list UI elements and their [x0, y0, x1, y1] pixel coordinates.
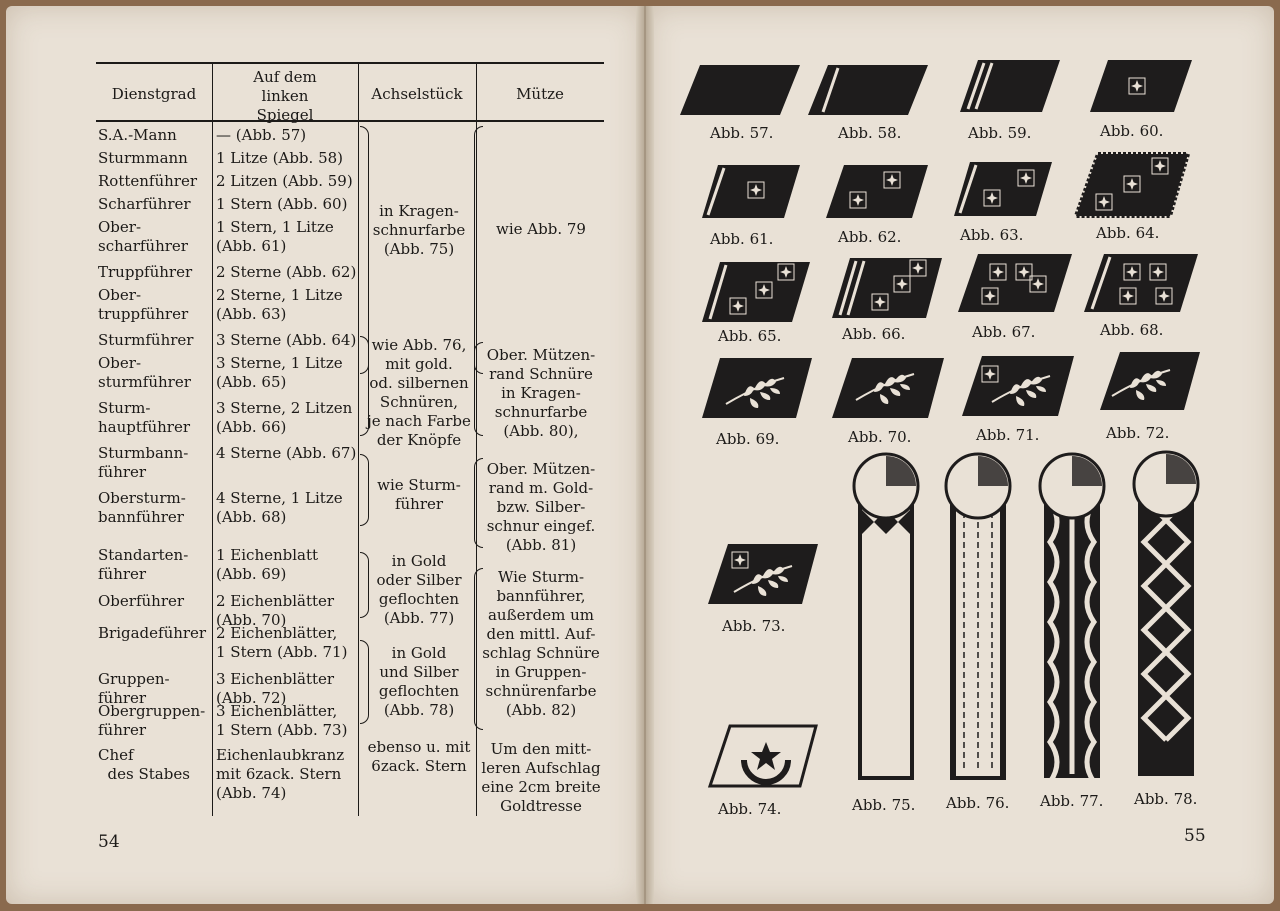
caption-abb-72: Abb. 72.: [1106, 424, 1170, 442]
rank-cell: Sturmmann: [98, 149, 188, 167]
abb-72-three-oak-leaves-patch: [1100, 352, 1200, 410]
page-number-right: 55: [1184, 826, 1206, 846]
rank-cell: Scharführer: [98, 195, 191, 213]
abb-60-one-star-patch: [1090, 60, 1192, 112]
caption-abb-77: Abb. 77.: [1040, 792, 1104, 810]
mirror-cell: 2 Sterne (Abb. 62): [216, 263, 357, 281]
abb-58-one-stripe-patch: [808, 65, 928, 115]
caption-abb-64: Abb. 64.: [1096, 224, 1160, 242]
mirror-cell: 2 Eichenblätter, 1 Stern (Abb. 71): [216, 624, 348, 661]
abb-64-three-star-corded-patch: [1076, 154, 1188, 216]
caption-abb-65: Abb. 65.: [718, 327, 782, 345]
caption-abb-70: Abb. 70.: [848, 428, 912, 446]
shoulder-cell: wie Sturm- führer: [377, 476, 461, 513]
table-header-rule: [96, 120, 604, 122]
rank-cell: S.A.-Mann: [98, 126, 177, 144]
rank-cell: Chef des Stabes: [98, 746, 190, 783]
shoulder-cell: in Kragen- schnurfarbe (Abb. 75): [372, 202, 466, 258]
abb-73-oak-leaves-star-patch: [708, 544, 818, 604]
book-gutter: [636, 6, 654, 904]
abb-62-two-star-patch: [826, 165, 928, 218]
cap-cell: Ober. Mützen- rand m. Gold- bzw. Silber- schnur eingef. (Abb. 81): [486, 460, 596, 554]
header-shoulder: Achselstück: [371, 84, 463, 103]
caption-abb-68: Abb. 68.: [1100, 321, 1164, 339]
group-brace: [474, 458, 483, 548]
mirror-cell: 3 Eichenblätter (Abb. 72): [216, 670, 335, 707]
header-cap: Mütze: [516, 84, 564, 103]
abb-69-oak-leaf-patch: [702, 358, 812, 418]
mirror-cell: 3 Sterne, 2 Litzen (Abb. 66): [216, 399, 353, 436]
caption-abb-62: Abb. 62.: [838, 228, 902, 246]
abb-71-oak-leaves-star-patch: [962, 356, 1074, 416]
group-brace: [474, 342, 483, 436]
mirror-cell: 3 Eichenblätter, 1 Stern (Abb. 73): [216, 702, 348, 739]
caption-abb-74: Abb. 74.: [718, 800, 782, 818]
rank-cell: Truppführer: [98, 263, 193, 281]
shoulder-cell: ebenso u. mit 6zack. Stern: [367, 738, 471, 775]
caption-abb-76: Abb. 76.: [946, 794, 1010, 812]
cap-cell: Wie Sturm- bannführer, außerdem um den mittl. Auf- schlag Schnüre in Gruppen- schnürenfarbe (Abb. 82): [482, 568, 600, 719]
header-mirror-text: Auf dem linken Spiegel: [253, 68, 317, 124]
rank-cell: Sturmbann- führer: [98, 444, 189, 481]
group-brace: [360, 640, 369, 724]
shoulder-cell: in Gold oder Silber geflochten (Abb. 77): [376, 552, 462, 627]
rank-cell: Standarten- führer: [98, 546, 189, 583]
mirror-cell: 1 Eichenblatt (Abb. 69): [216, 546, 319, 583]
caption-abb-57: Abb. 57.: [710, 124, 774, 142]
caption-abb-59: Abb. 59.: [968, 124, 1032, 142]
column-divider: [212, 62, 213, 816]
abb-65-three-star-stripe-patch: [702, 262, 810, 322]
group-brace: [360, 336, 369, 436]
rank-cell: Ober- sturmführer: [98, 354, 191, 391]
abb-59-two-stripe-patch: [960, 60, 1060, 112]
caption-abb-71: Abb. 71.: [976, 426, 1040, 444]
caption-abb-66: Abb. 66.: [842, 325, 906, 343]
caption-abb-78: Abb. 78.: [1134, 790, 1198, 808]
rank-cell: Ober- scharführer: [98, 218, 188, 255]
cap-cell: Um den mitt- leren Aufschlag eine 2cm breite Goldtresse: [481, 740, 601, 815]
abb-57-plain-patch: [680, 65, 800, 115]
rank-cell: Ober- truppführer: [98, 286, 189, 323]
mirror-cell: — (Abb. 57): [216, 126, 307, 144]
abb-66-three-star-two-stripe-patch: [832, 258, 942, 318]
rank-cell: Sturm- hauptführer: [98, 399, 190, 436]
caption-abb-73: Abb. 73.: [722, 617, 786, 635]
abb-74-wreath-star-patch: [710, 726, 816, 786]
group-brace: [474, 126, 483, 374]
abb-76-shoulder-strap: [946, 454, 1010, 780]
cap-cell: Ober. Mützen- rand Schnüre in Kragen- schnurfarbe (Abb. 80),: [486, 346, 596, 440]
abb-63-two-star-stripe-patch: [954, 162, 1052, 216]
rank-cell: Brigadeführer: [98, 624, 207, 642]
mirror-cell: 4 Sterne, 1 Litze (Abb. 68): [216, 489, 343, 526]
rank-cell: Oberführer: [98, 592, 185, 610]
table-top-rule: [96, 62, 604, 64]
page-number-left: 54: [98, 832, 120, 852]
header-mirror: [212, 68, 358, 124]
abb-75-shoulder-strap: [854, 454, 918, 780]
rank-cell: Rottenführer: [98, 172, 198, 190]
column-divider: [358, 62, 359, 816]
abb-68-four-star-stripe-patch: [1084, 254, 1198, 312]
abb-78-shoulder-strap: [1134, 452, 1198, 776]
mirror-cell: 3 Sterne (Abb. 64): [216, 331, 357, 349]
abb-67-four-star-patch: [958, 254, 1072, 312]
group-brace: [360, 454, 369, 526]
rank-cell: Obergruppen- führer: [98, 702, 206, 739]
group-brace: [474, 568, 483, 730]
caption-abb-61: Abb. 61.: [710, 230, 774, 248]
group-brace: [360, 552, 369, 618]
caption-abb-75: Abb. 75.: [852, 796, 916, 814]
caption-abb-58: Abb. 58.: [838, 124, 902, 142]
mirror-cell: 2 Litzen (Abb. 59): [216, 172, 353, 190]
mirror-cell: 2 Sterne, 1 Litze (Abb. 63): [216, 286, 343, 323]
rank-cell: Sturmführer: [98, 331, 194, 349]
mirror-cell: 4 Sterne (Abb. 67): [216, 444, 357, 462]
mirror-cell: 2 Eichenblätter (Abb. 70): [216, 592, 335, 629]
shoulder-cell: wie Abb. 76, mit gold. od. silbernen Schnüren, je nach Farbe der Knöpfe: [367, 336, 471, 449]
header-rank: Dienstgrad: [111, 84, 197, 103]
rank-cell: Obersturm- bannführer: [98, 489, 186, 526]
rank-cell: Gruppen- führer: [98, 670, 170, 707]
mirror-cell: 1 Stern, 1 Litze (Abb. 61): [216, 218, 334, 255]
mirror-cell: 1 Stern (Abb. 60): [216, 195, 348, 213]
abb-77-shoulder-strap: [1040, 454, 1104, 782]
abb-70-two-oak-leaves-patch: [832, 358, 944, 418]
mirror-cell: 1 Litze (Abb. 58): [216, 149, 344, 167]
shoulder-cell: in Gold und Silber geflochten (Abb. 78): [378, 644, 460, 719]
rank-insignia-table: [96, 62, 604, 816]
caption-abb-60: Abb. 60.: [1100, 122, 1164, 140]
mirror-cell: 3 Sterne, 1 Litze (Abb. 65): [216, 354, 343, 391]
caption-abb-63: Abb. 63.: [960, 226, 1024, 244]
mirror-cell: Eichenlaubkranz mit 6zack. Stern (Abb. 74): [216, 746, 345, 802]
caption-abb-69: Abb. 69.: [716, 430, 780, 448]
abb-61-star-stripe-patch: [702, 165, 800, 218]
caption-abb-67: Abb. 67.: [972, 323, 1036, 341]
cap-cell: wie Abb. 79: [496, 220, 586, 238]
